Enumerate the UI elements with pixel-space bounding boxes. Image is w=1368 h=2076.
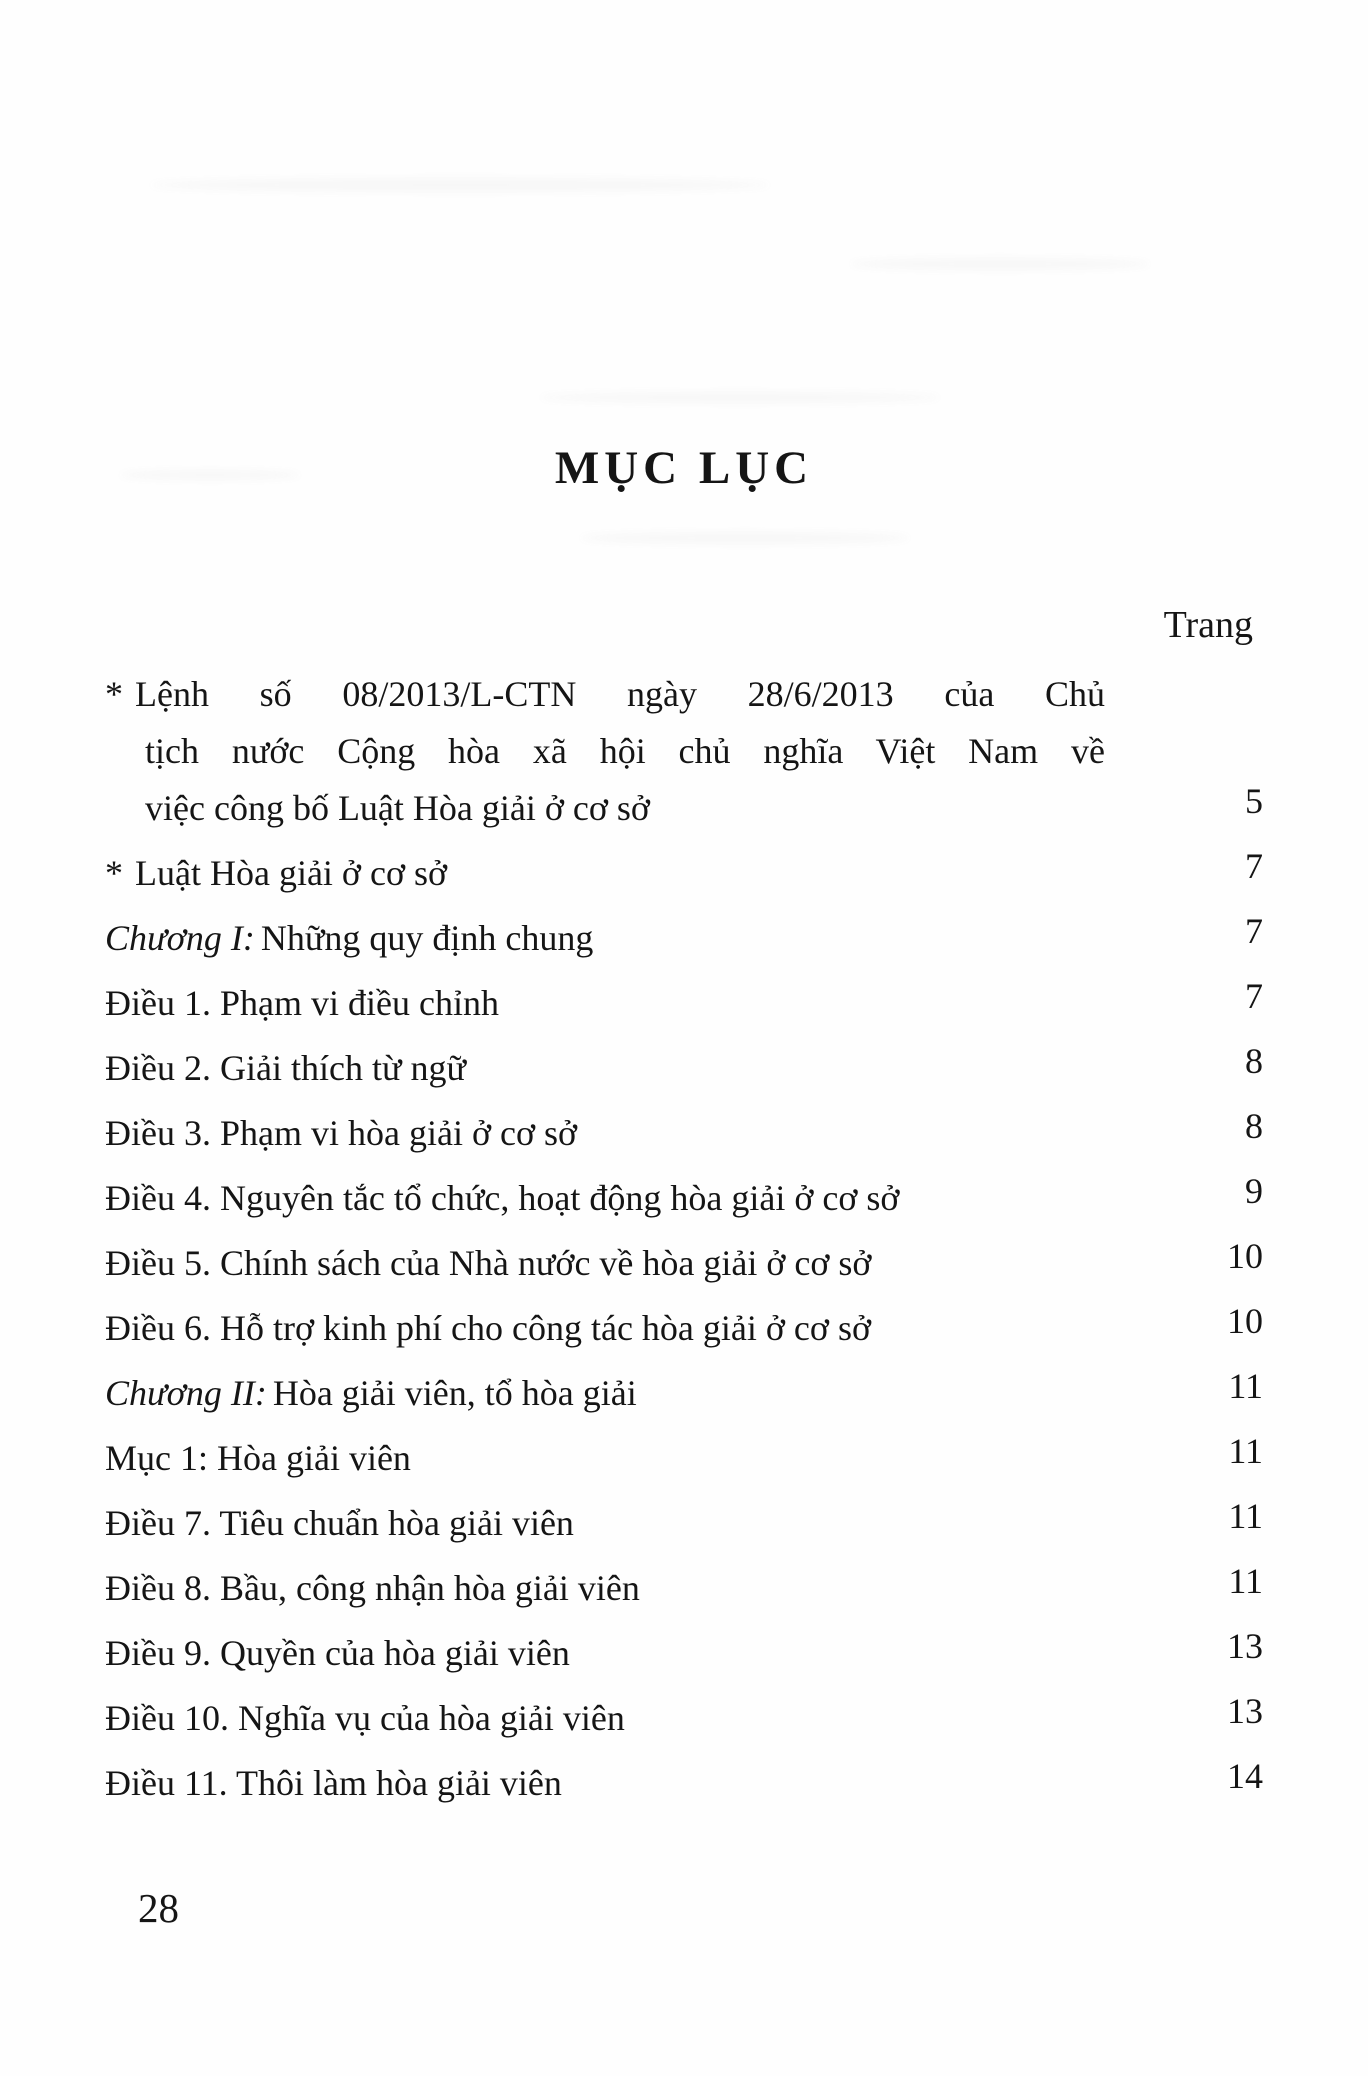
toc-entry-line: Điều 4. Nguyên tắc tổ chức, hoạt động hòa giải ở cơ sở — [105, 1178, 900, 1218]
toc-entry-label — [105, 910, 593, 967]
toc-entry-line: Điều 8. Bầu, công nhận hòa giải viên — [105, 1568, 640, 1608]
page-column-header: Trang — [1163, 604, 1253, 646]
toc-entry — [105, 1625, 1263, 1682]
scan-artifact — [540, 392, 940, 403]
toc-entry-prefix: Chương I: — [105, 918, 255, 958]
toc-entry-page: 10 — [1227, 1236, 1263, 1276]
toc-entry-page: 11 — [1228, 1561, 1263, 1601]
toc-entry-page: 13 — [1227, 1691, 1263, 1731]
toc-entry — [105, 1560, 1263, 1617]
toc-entry — [105, 975, 1263, 1032]
toc-entry-line: tịch nước Cộng hòa xã hội chủ nghĩa Việt Nam về — [145, 731, 1105, 771]
toc-entry-label — [105, 845, 447, 902]
toc-entry-page: 11 — [1228, 1431, 1263, 1471]
toc-entry-page: 10 — [1227, 1301, 1263, 1341]
toc-entry — [105, 1300, 1263, 1357]
toc-entry — [105, 1105, 1263, 1162]
toc-entry-label — [105, 1430, 411, 1487]
toc-entry — [105, 1430, 1263, 1487]
toc-entry-line: Điều 9. Quyền của hòa giải viên — [105, 1633, 570, 1673]
toc-entry-line: Điều 10. Nghĩa vụ của hòa giải viên — [105, 1698, 625, 1738]
toc-entry — [105, 1235, 1263, 1292]
toc-entry-label — [105, 1365, 637, 1422]
page-title: MỤC LỤC — [554, 442, 814, 494]
toc-entry-line: Điều 11. Thôi làm hòa giải viên — [105, 1763, 562, 1803]
toc-entry — [105, 1690, 1263, 1747]
scan-artifact — [580, 532, 910, 544]
toc-entry — [105, 1170, 1263, 1227]
scan-artifact — [850, 258, 1150, 270]
toc-entry-label — [105, 975, 499, 1032]
toc-entry-label — [105, 1495, 574, 1552]
toc-entry — [105, 845, 1263, 902]
toc-entry — [105, 1365, 1263, 1422]
toc-entry-line: Điều 2. Giải thích từ ngữ — [105, 1048, 466, 1088]
toc-entry-line: Điều 7. Tiêu chuẩn hòa giải viên — [105, 1503, 574, 1543]
toc-entry-line: Điều 1. Phạm vi điều chỉnh — [105, 983, 499, 1023]
toc-entry-label — [105, 1235, 871, 1292]
toc-entry-page: 5 — [1245, 781, 1263, 821]
footer-page-number: 28 — [138, 1885, 179, 1931]
toc-entry-line: Chương II: Hòa giải viên, tổ hòa giải — [105, 1373, 637, 1413]
toc-entry-label — [105, 1170, 899, 1227]
toc-entry-page: 8 — [1245, 1041, 1263, 1081]
toc-entry-page: 8 — [1245, 1106, 1263, 1146]
toc-entry-line: Chương I: Những quy định chung — [105, 918, 594, 958]
toc-entry — [105, 1040, 1263, 1097]
toc-entry — [105, 666, 1263, 837]
toc-list — [105, 666, 1263, 1820]
toc-entry-marker: * — [105, 674, 123, 714]
toc-entry-label — [105, 1105, 577, 1162]
toc-entry-line: * Lệnh số 08/2013/L-CTN ngày 28/6/2013 của Chủ — [105, 674, 1105, 714]
toc-entry — [105, 1755, 1263, 1812]
toc-entry-label — [105, 1040, 466, 1097]
toc-entry-line: Mục 1: Hòa giải viên — [105, 1438, 411, 1478]
toc-entry-page: 7 — [1245, 976, 1263, 1016]
toc-entry-prefix: Chương II: — [105, 1373, 267, 1413]
toc-entry-marker: * — [105, 853, 123, 893]
toc-entry-line: Điều 6. Hỗ trợ kinh phí cho công tác hòa giải ở cơ sở — [105, 1308, 871, 1348]
toc-entry-page: 7 — [1245, 911, 1263, 951]
toc-entry-page: 7 — [1245, 846, 1263, 886]
toc-entry-label — [105, 1300, 871, 1357]
scan-artifact — [150, 178, 770, 192]
toc-entry-label — [105, 666, 1105, 837]
toc-entry-page: 11 — [1228, 1366, 1263, 1406]
toc-entry-label — [105, 1625, 570, 1682]
toc-entry-page: 14 — [1227, 1756, 1263, 1796]
toc-entry-line: * Luật Hòa giải ở cơ sở — [105, 853, 448, 893]
toc-entry — [105, 1495, 1263, 1552]
toc-entry-line: Điều 3. Phạm vi hòa giải ở cơ sở — [105, 1113, 578, 1153]
toc-entry-page: 13 — [1227, 1626, 1263, 1666]
toc-entry-page: 11 — [1228, 1496, 1263, 1536]
toc-entry-page: 9 — [1245, 1171, 1263, 1211]
toc-entry — [105, 910, 1263, 967]
toc-entry-label — [105, 1755, 562, 1812]
toc-entry-label — [105, 1560, 640, 1617]
toc-entry-label — [105, 1690, 625, 1747]
toc-entry-line: việc công bố Luật Hòa giải ở cơ sở — [145, 788, 650, 828]
toc-entry-line: Điều 5. Chính sách của Nhà nước về hòa giải ở cơ sở — [105, 1243, 872, 1283]
